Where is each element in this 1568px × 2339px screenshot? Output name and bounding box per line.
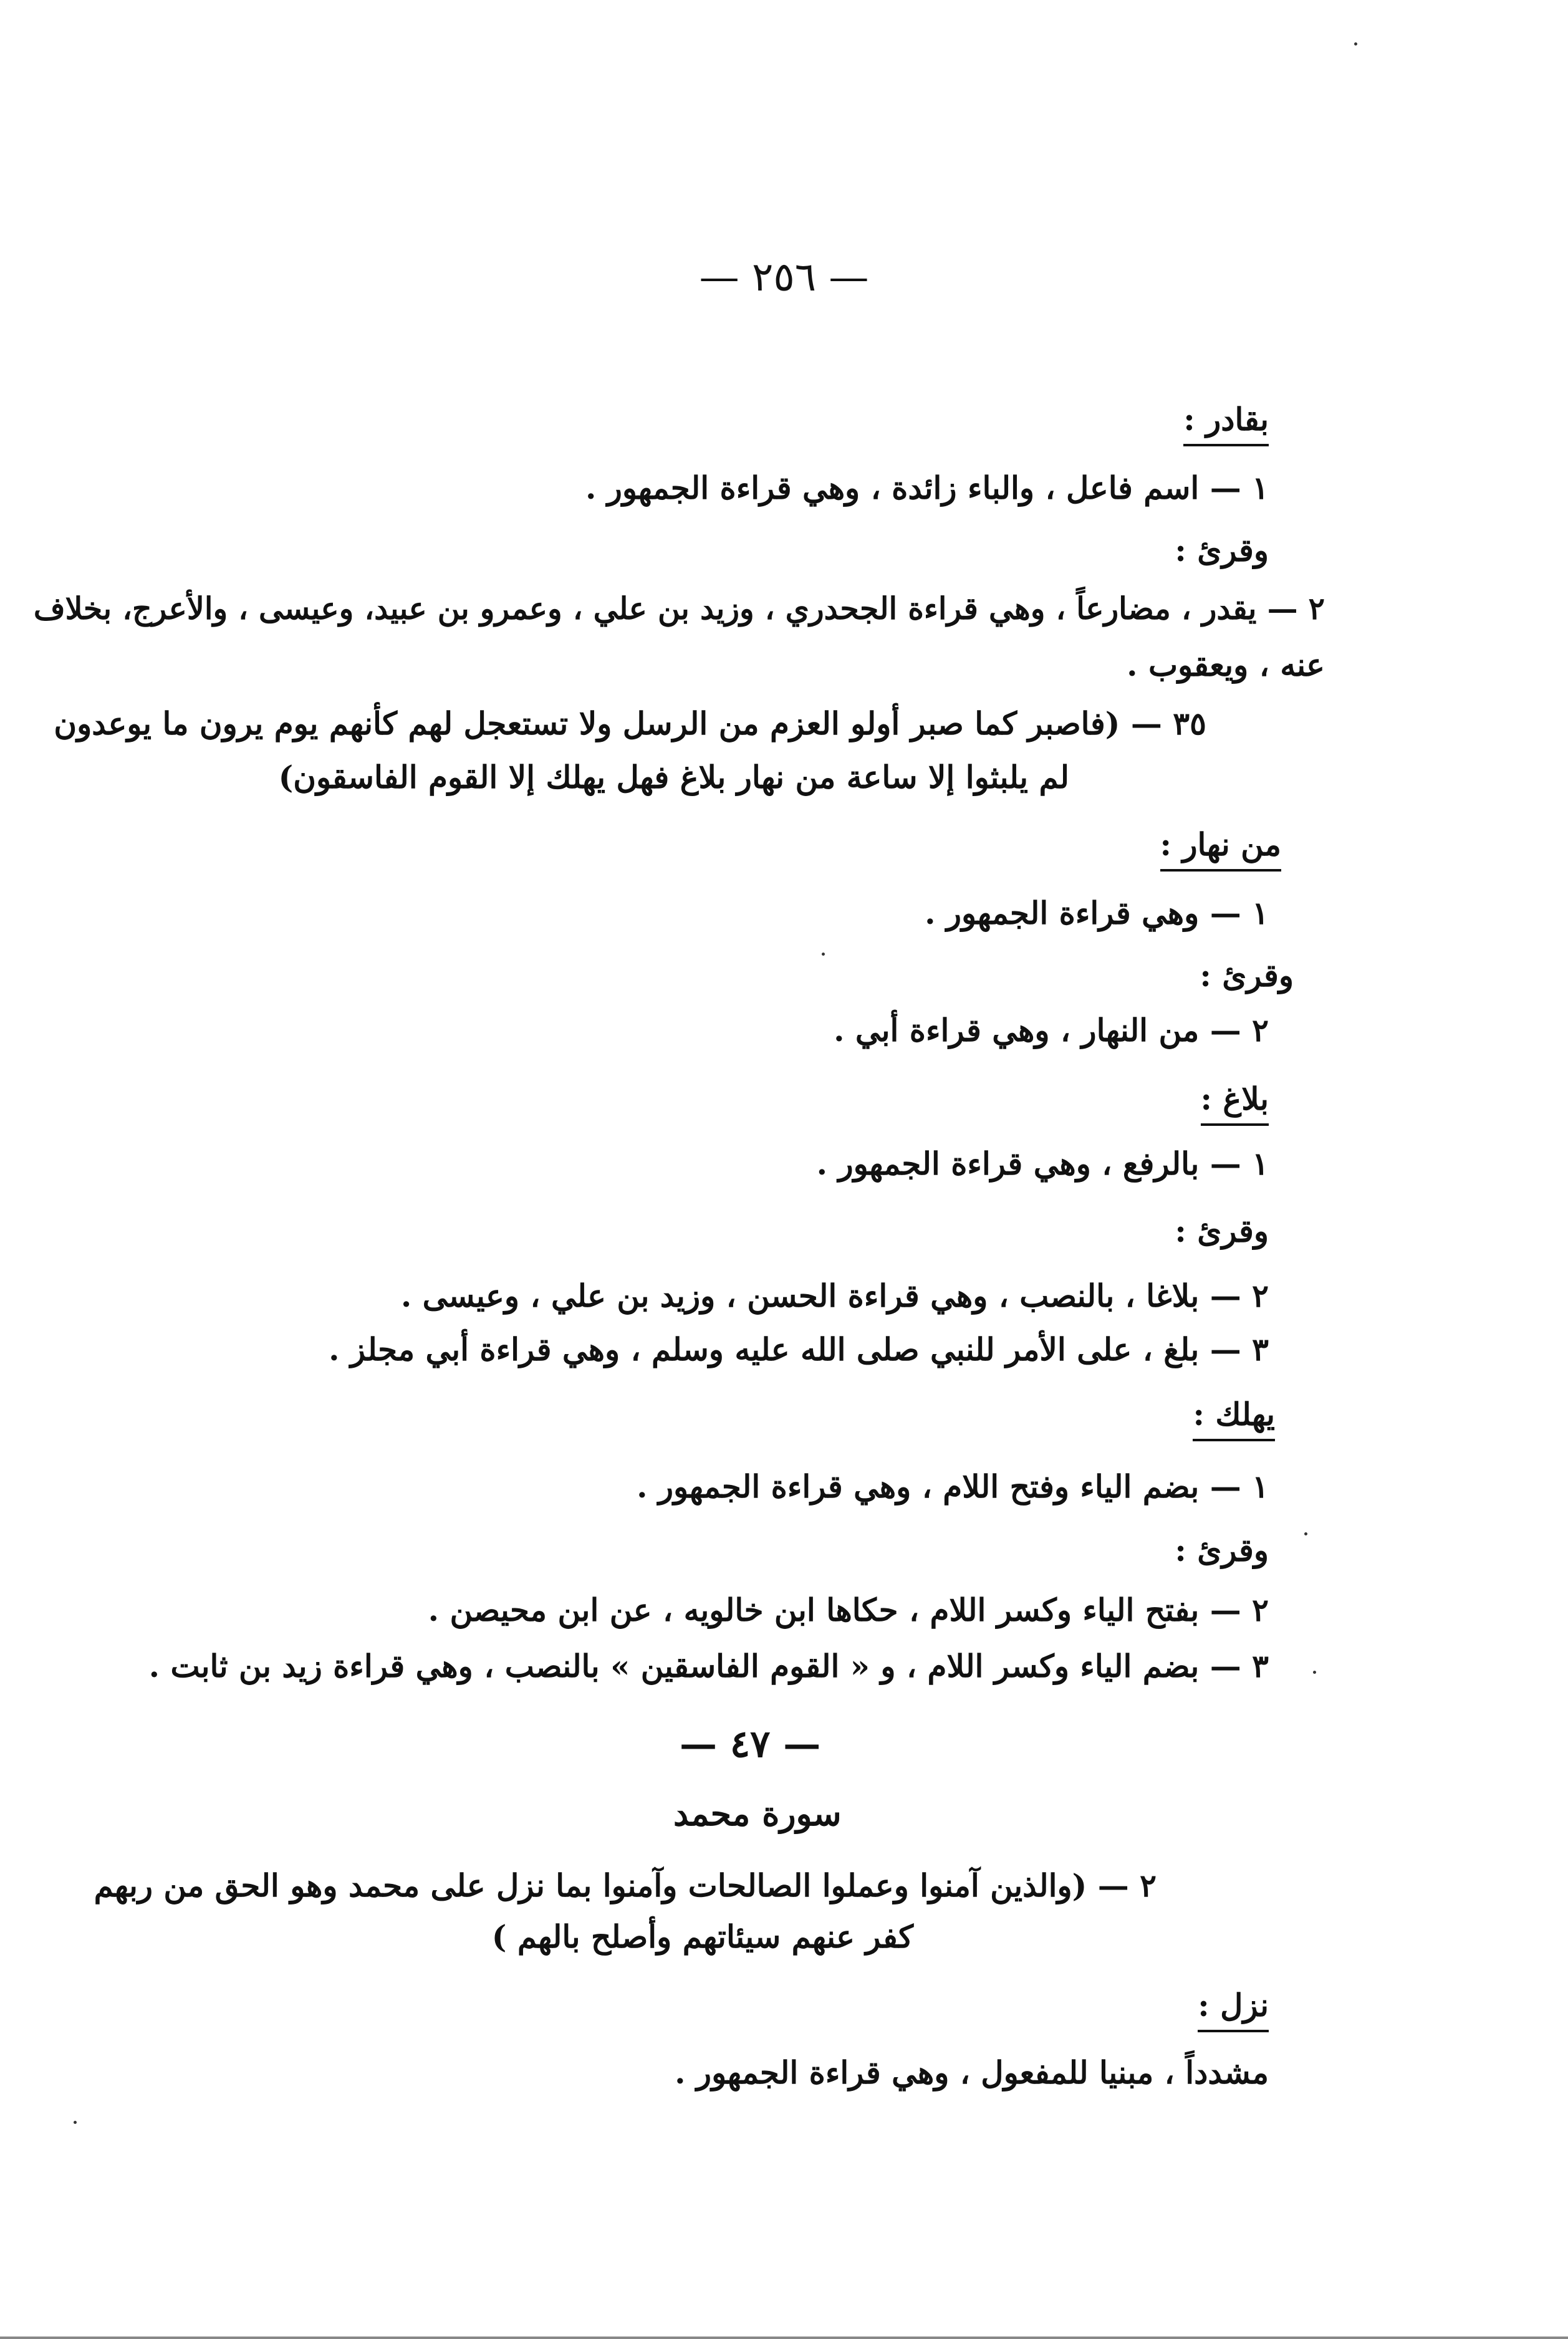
reading-line: ٣ — بلغ ، على الأمر للنبي صلى الله عليه وسلم ، وهي قراءة أبي مجلز . [329, 1331, 1269, 1368]
wa-quri-label: وقرئ : [1175, 532, 1269, 569]
wa-quri-label: وقرئ : [1200, 957, 1294, 994]
reading-line: ١ — وهي قراءة الجمهور . [925, 895, 1269, 931]
scan-speck [1304, 1532, 1307, 1535]
page-number: — ٢٥٦ — [699, 254, 869, 300]
quran-verse-line: لم يلبثوا إلا ساعة من نهار بلاغ فهل يهلك إلا القوم الفاسقون) [278, 759, 1069, 795]
wa-quri-label: وقرئ : [1175, 1213, 1269, 1249]
heading-nuzzil: نزل : [1198, 1990, 1269, 2021]
reading-line: ١ — اسم فاعل ، والباء زائدة ، وهي قراءة الجمهور . [585, 469, 1269, 506]
reading-line: مشدداً ، مبنيا للمفعول ، وهي قراءة الجمهور . [675, 2054, 1269, 2091]
reading-line: ٢ — يقدر ، مضارعاً ، وهي قراءة الجحدري ، وزيد بن علي ، وعمرو بن عبيد، وعيسى ، والأعرج، بخلاف [33, 590, 1325, 627]
heading-biqadir: بقادر : [1183, 404, 1269, 435]
scan-speck [822, 953, 825, 956]
heading-yuhlak: يهلك : [1193, 1399, 1275, 1430]
heading-min-nahar: من نهار : [1160, 829, 1281, 860]
reading-line: ١ — بضم الياء وفتح اللام ، وهي قراءة الجمهور . [637, 1468, 1269, 1505]
sura-number: — ٤٧ — [680, 1722, 821, 1766]
reading-line: ٢ — بفتح الياء وكسر اللام ، حكاها ابن خالويه ، عن ابن محيصن . [428, 1592, 1269, 1628]
sura-title: سورة محمد [673, 1794, 842, 1833]
scan-speck [74, 2121, 77, 2124]
quran-verse-line: كفر عنهم سيئاتهم وأصلح بالهم ) [491, 1918, 913, 1955]
page-bottom-edge [0, 2337, 1568, 2339]
reading-line: ٣ — بضم الياء وكسر اللام ، و « القوم الفاسقين » بالنصب ، وهي قراءة زيد بن ثابت . [148, 1648, 1269, 1684]
wa-quri-label: وقرئ : [1175, 1532, 1269, 1568]
reading-line: عنه ، ويعقوب . [1127, 646, 1325, 683]
reading-line: ١ — بالرفع ، وهي قراءة الجمهور . [816, 1145, 1269, 1182]
heading-balagh: بلاغ : [1201, 1083, 1269, 1115]
reading-line: ٢ — بلاغا ، بالنصب ، وهي قراءة الحسن ، وزيد بن علي ، وعيسى . [400, 1277, 1269, 1314]
scan-speck [1313, 1671, 1316, 1674]
scan-speck [1354, 42, 1357, 46]
reading-line: ٢ — من النهار ، وهي قراءة أبي . [834, 1012, 1269, 1049]
quran-verse-line: ٢ — (والذين آمنوا وعملوا الصالحات وآمنوا بما نزل على محمد وهو الحق من ربهم [94, 1867, 1157, 1904]
quran-verse-line: ٣٥ — (فاصبر كما صبر أولو العزم من الرسل ولا تستعجل لهم كأنهم يوم يرون ما يوعدون [54, 705, 1206, 742]
